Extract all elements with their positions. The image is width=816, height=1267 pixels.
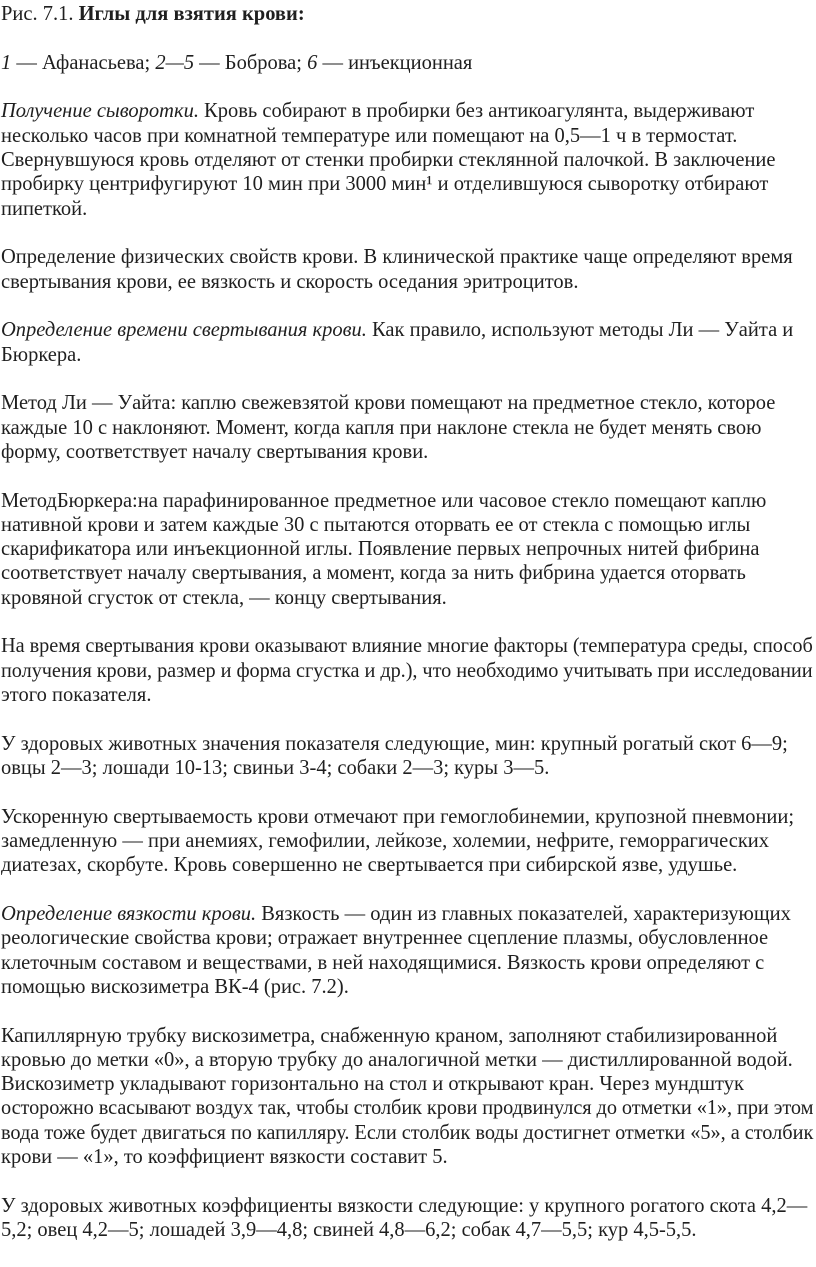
caption-prefix: Рис. 7.1. (1, 3, 79, 25)
legend-number-1: 1 (1, 51, 12, 74)
text-line: осторожно всасывают воздух так, чтобы столбик крови продвинулся до отметки «1», при этом (1, 1097, 814, 1120)
text-line: форму, соответствует началу свертывания крови. (1, 440, 429, 463)
text-run: Вязкость — один из главных показателей, характеризующих (256, 902, 791, 925)
paragraph-physical-properties (1, 245, 816, 294)
text-line: крови — «1», то коэффициент вязкости составит 5. (1, 1145, 448, 1168)
paragraph-capillary-procedure (1, 1024, 816, 1170)
text-line: У здоровых животных коэффициенты вязкости следующие: у крупного рогатого скота 4,2— (1, 1194, 808, 1217)
text-line: этого показателя. (1, 683, 152, 706)
text-line: пробирку центрифугируют 10 мин при 3000 мин¹ и отделившуюся сыворотку отбирают (1, 173, 769, 196)
text-line: 5,2; овец 4,2—5; лошадей 3,9—4,8; свиней 4,8—6,2; собак 4,7—5,5; кур 4,5-5,5. (1, 1218, 697, 1241)
text-line: Метод Ли — Уайта: каплю свежевзятой крови помещают на предметное стекло, которое (1, 392, 776, 415)
paragraph-lee-white-method (1, 391, 816, 464)
text-line: Бюркера. (1, 343, 82, 366)
text-line: кровью до метки «0», а вторую трубку до аналогичной метки — дистиллированной водой. (1, 1048, 793, 1071)
text-line: На время свертывания крови оказывают влияние многие факторы (температура среды, способ (1, 635, 813, 658)
text-run: Кровь собирают в пробирки без антикоагулянта, выдерживают (198, 100, 755, 123)
legend-number-3: 6 (307, 51, 318, 74)
text-run: Как правило, используют методы Ли — Уайта и (366, 319, 794, 342)
section-heading-viscosity: Определение вязкости крови. (1, 902, 257, 925)
figure-caption (1, 2, 816, 26)
caption-title: Иглы для взятия крови: (78, 3, 305, 25)
figure-legend (1, 51, 816, 75)
legend-number-2: 2—5 (155, 51, 195, 74)
text-line: вода тоже будет двигаться по капилляру. Если столбик воды достигнет отметки «5», а столбик (1, 1121, 814, 1144)
paragraph-clotting-time (1, 318, 816, 367)
text-line: Ускоренную свертываемость крови отмечают при гемоглобинемии, крупозной пневмонии; (1, 805, 795, 828)
text-line: диатезах, скорбуте. Кровь совершенно не свертывается при сибирской язве, удушье. (1, 854, 738, 877)
paragraph-burker-method (1, 489, 816, 610)
paragraph-healthy-viscosity-values (1, 1194, 816, 1243)
text-line: каждые 10 с наклоняют. Момент, когда капля при наклоне стекла не будет менять свою (1, 416, 762, 439)
text-line: клеточным составом и веществами, в ней находящимися. Вязкость крови определяют с (1, 951, 765, 974)
legend-text-2: — Боброва; (194, 51, 308, 74)
text-line: помощью вискозиметра ВК-4 (рис. 7.2). (1, 975, 349, 998)
text-line: МетодБюркера:на парафинированное предметное или часовое стекло помещают каплю (1, 489, 767, 512)
text-line: У здоровых животных значения показателя следующие, мин: крупный рогатый скот 6—9; (1, 732, 788, 755)
text-line: пипеткой. (1, 197, 88, 220)
text-line: овцы 2—3; лошади 10-13; свиньи 3-4; собаки 2—3; куры 3—5. (1, 756, 550, 779)
paragraph-viscosity (1, 902, 816, 999)
text-line: свертывания крови, ее вязкость и скорость оседания эритроцитов. (1, 270, 579, 293)
text-line: Капиллярную трубку вискозиметра, снабженную краном, заполняют стабилизированной (1, 1024, 778, 1047)
text-line: реологические свойства крови; отражает внутреннее сцепление плазмы, обусловленное (1, 927, 769, 950)
text-line: Определение физических свойств крови. В клинической практике чаще определяют время (1, 246, 793, 269)
legend-text-3: — инъекционная (317, 51, 473, 74)
text-line: Вискозиметр укладывают горизонтально на стол и открывают кран. Через мундштук (1, 1073, 744, 1096)
text-line (1, 99, 813, 123)
paragraph-serum (1, 99, 816, 220)
text-line: скарификатора или инъекционной иглы. Появление первых непрочных нитей фибрина (1, 538, 760, 561)
caption-line (1, 2, 813, 26)
text-line: соответствует началу свертывания, а момент, когда за нить фибрина удается оторвать (1, 562, 746, 585)
text-line: нативной крови и затем каждые 30 с пытаются оторвать ее от стекла с помощью иглы (1, 513, 751, 536)
text-line: замедленную — при анемиях, гемофилии, лейкозе, холемии, нефрите, геморрагических (1, 829, 769, 852)
paragraph-factors (1, 634, 816, 707)
text-line: Свернувшуюся кровь отделяют от стенки пробирки стеклянной палочкой. В заключение (1, 148, 776, 171)
legend-line (1, 51, 813, 75)
section-heading-clotting-time: Определение времени свертывания крови. (1, 319, 367, 342)
paragraph-accelerated-clotting (1, 805, 816, 878)
legend-text-1: — Афанасьева; (11, 51, 156, 74)
text-line (1, 902, 813, 926)
section-heading-serum: Получение сыворотки. (1, 100, 199, 123)
paragraph-healthy-clotting-values (1, 732, 816, 781)
text-line (1, 318, 813, 342)
text-line: получения крови, размер и форма сгустка и др.), что необходимо учитывать при исследовании (1, 659, 813, 682)
text-line: кровяной сгусток от стекла, — концу свертывания. (1, 586, 447, 609)
text-line: несколько часов при комнатной температуре или помещают на 0,5—1 ч в термостат. (1, 124, 738, 147)
